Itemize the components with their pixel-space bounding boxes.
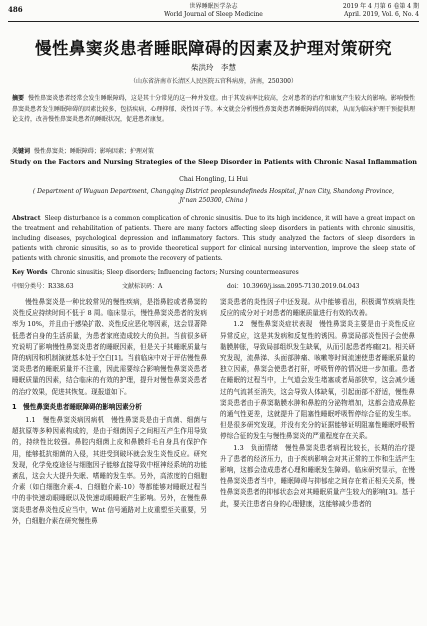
body-paragraph: 1.2 慢性鼻窦炎症状表现 慢性鼻窦炎主要是由于炎性反应异常反应，这是其发病和反复性的诱因。鼻窦局部炎性因子会使鼻黏膜肿胀，导致局部组织发生缺氧，从而引起患者疼痛[2]。相关研究发现，流鼻涕、头面部肿痛、咳嗽等时间流速使患者睡眠质量的独立因素，鼻窦会使患者打鼾，呼吸暂停的情况进一步加重。患者在睡眠的过程当中，上气道会发生堵塞或者局部狭窄，这会减少通过的气流甚至消失，这会导致人体缺氧，引起面部不舒适，慢性鼻窦炎患者由于鼻窦黏膜水肿和鼻腔的分泌物增加，这都会造成鼻腔的通气性更差，这就提升了阻塞性睡眠呼吸暂停综合征的发生率。但是很多研究发现，并没有充分的证据能够证明阻塞性睡眠呼吸暂停综合征的发生与慢性鼻窦炎的严重程度存在关系。	[220, 320, 415, 441]
body-paragraph: 慢性鼻窦炎是一种比较常见的慢性疾病，是指鼻腔或者鼻窦的炎性反应持续时间不低于 8 周。临床显示，慢性鼻窦炎患者的发病率为 10%，并且由于感染扩散、炎性反应恶化等因素，这会显著降低患者自身的生活质量，为患者家庭造成较大的负担。当前很多研究说明了影响慢性鼻窦炎患者的睡眠因素，但是关于其睡眠质量与降的病因和机制演就基本处于空白[1]。当前临床中对于评估慢性鼻窦炎患者的睡眠质量并不注重，因此需要综合影响慢性鼻窦炎患者睡眠质量的因素，结合临床的有效的护理，提升对慢性鼻窦炎患者的治疗效果，促进其恢复。现报道如下。	[12, 298, 207, 396]
article-meta	[12, 281, 415, 290]
abstract-text: 慢性鼻窦炎患者经常会发生睡眠障碍，这是其十分常见的这一种并发症。由于其发病率比较高，会对患者的治疗和康复产生较大的影响。影响慢性鼻窦炎患者发生睡眠障碍的因素比较多，包括疾病、心理抑郁、炎性因子等。本文就会分析慢性鼻窦炎患者睡眠障碍的因素，从而为临床护理干预提供理论支持，改善慢性鼻窦炎患者的睡眠状况，促进患者康复。	[12, 95, 415, 123]
header-rule	[8, 21, 419, 22]
english-authors: Chai Hongling, Li Hui	[179, 176, 248, 183]
body-paragraph: 窦炎患者的炎性因子中还发现。从中能够看出，积极调节疾病炎性反应的成分对于对患者的睡眠质量进行有效的改善。	[220, 298, 415, 318]
article-affiliation: （山东省济南市长清区人民医院五官科病房，济南，250300）	[130, 78, 297, 85]
issue-date-en: April. 2019, Vol. 6, No. 4	[344, 11, 419, 18]
doi: doi：10.3969/j.issn.2095-7130.2019.04.043	[227, 283, 360, 290]
section-heading: 1 慢性鼻窦炎患者睡眠障碍的影响因素分析	[12, 402, 142, 411]
journal-name	[128, 3, 299, 19]
clc-number: 中图分类号：R338.63	[12, 283, 74, 290]
abstract-cn	[12, 94, 415, 146]
english-affiliation: ( Department of Wuguan Department, Changqing District peoplesundefineds Hospital, Ji'nan City, Shandong Province, Ji'nan 250300, China )	[32, 188, 395, 204]
article-title: 慢性鼻窦炎患者睡眠障碍的因素及护理对策研究	[35, 39, 392, 58]
body-column-right	[220, 297, 415, 617]
abstract-en-label: Abstract	[12, 215, 41, 222]
issue-date-cn: 2019 年 4 月第 6 卷第 4 期	[342, 3, 419, 10]
journal-name-cn: 世界睡眠医学杂志	[189, 3, 238, 10]
document-code: 文献标识码：A	[122, 283, 163, 290]
body-paragraph: 1.3 负面情绪 慢性鼻窦炎患者病程比较长，长期的治疗提升了患者的经济压力，由于疾病影响会对其正常的工作和生活产生影响，这都会造成患者心理和睡眠发生障碍。临床研究显示，在慢性鼻窦炎患者当中，睡眠障碍与抑郁症之间存在着正相关关系，慢性鼻窦炎患者的抑郁状态会对其睡眠质量产生较大的影响[3]。基于此，要关注患者自身的心理健康，这能够减少患者的	[220, 443, 415, 508]
issue-info	[343, 3, 419, 19]
journal-name-en: World Journal of Sleep Medicine	[164, 11, 263, 18]
english-title: Study on the Factors and Nursing Strategies of the Sleep Disorder in Patients with Chronic Nasal Inflammation	[10, 158, 418, 166]
keywords-en	[12, 268, 415, 278]
running-header	[8, 3, 419, 23]
abstract-label: 摘要	[12, 95, 25, 102]
keywords-en-text: Chronic sinusitis; Sleep disorders; Influencing factors; Nursing countermeasures	[51, 269, 299, 276]
keywords-text: 慢性鼻窦炎；睡眠障碍；影响因素；护理对策	[33, 148, 154, 155]
article-authors: 柴洪玲 李慧	[191, 63, 236, 72]
abstract-en	[12, 214, 415, 266]
keywords-cn	[12, 147, 415, 158]
keywords-label: 关键词	[12, 148, 31, 155]
body-paragraph: 1.1 慢性鼻窦炎病因病机 慢性鼻窦炎是由于真菌、细菌与超抗原等多种因素构成的，是由于细菌因子之间相互产生作用导致的，持续性比较强。鼻腔内细菌上皮和鼻膜纤毛自身具有保护作用，能够抵抗细菌的入侵，其进受到破坏就会发生炎性反应。研究发现，化学免疫途径与细胞因子能够直接导致中枢神经系统的功能紊乱，这会大大提升失眠、嗜睡的发生率。另外，高浓度的白细胞介素（如白细胞介素-4、白细胞介素-10）等都能够对睡眠过程当中的非快速动眼睡眠以及快速动眼睡眠产生影响。另外，在慢性鼻窦炎患者鼻炎性反应当中，Wnt 信号通路对上皮重塑至关重要，另外，白细胞介素在研究慢性鼻	[12, 416, 207, 525]
abstract-en-text: Sleep disturbance is a common complication of chronic sinusitis. Due to its high incidence, it will have a great impact on the treatment and rehabilitation of patients. There are many factors affecting sleep disorders in patients with chronic sinusitis, including diseases, psychological depression and inflammatory factors. This study analyzed the factors of sleep disorders in patients with chronic sinusitis, so as to provide theoretical support for clinical nursing intervention, improve the sleep state of patients with chronic sinusitis, and promote the recovery of patients.	[12, 215, 415, 262]
keywords-en-label: Key Words	[12, 269, 48, 276]
page-number: 486	[8, 5, 23, 14]
body-column-left	[12, 297, 207, 617]
